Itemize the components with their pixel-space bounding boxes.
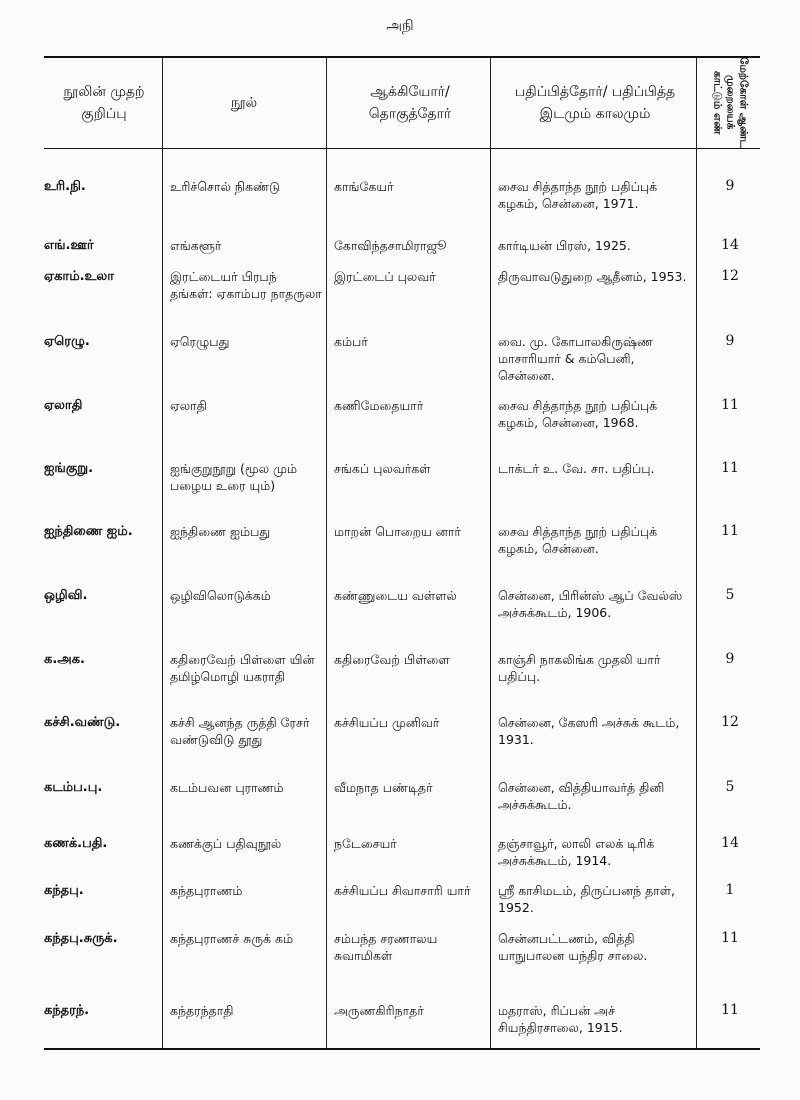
publisher-cell: தஞ்சாவூர், லாலி எலக் டிரிக் அச்சுக்கூடம், 1914. bbox=[498, 836, 655, 868]
book-cell: கதிரைவேற் பிள்ளை யின் தமிழ்மொழி யகராதி bbox=[170, 652, 315, 684]
book-cell: ஏரெழுபது bbox=[170, 334, 230, 349]
abbreviation-cell: கந்தபு.சுருக். bbox=[44, 931, 118, 946]
header-page: மேற்கோள் ஆண்ட முறையைக் காட்டும் எண் bbox=[711, 57, 750, 148]
author-cell: நடேசையர் bbox=[334, 836, 397, 851]
abbreviation-cell: ஏரெழு. bbox=[44, 334, 90, 349]
abbreviation-cell: ஏகாம்.உலா bbox=[44, 269, 115, 284]
author-cell: கச்சியப்ப முனிவர் bbox=[334, 715, 440, 730]
book-cell: எங்களூர் bbox=[170, 238, 222, 253]
page-number-cell: 9 bbox=[725, 651, 735, 667]
publisher-cell: சைவ சித்தாந்த நூற் பதிப்புக் கழகம், சென்னை. bbox=[498, 524, 658, 556]
page-number-cell: 12 bbox=[721, 268, 739, 284]
author-cell: வீமநாத பண்டிதர் bbox=[334, 780, 433, 795]
book-cell: ஏலாதி bbox=[170, 398, 207, 413]
abbreviation-cell: கடம்ப.பு. bbox=[44, 780, 103, 795]
header-rule bbox=[44, 148, 760, 149]
page-number-cell: 5 bbox=[725, 587, 735, 603]
page-number-cell: 14 bbox=[721, 237, 739, 253]
page-number-cell: 1 bbox=[725, 882, 735, 898]
book-cell: ஒழிவிலொடுக்கம் bbox=[170, 588, 271, 603]
page-number-cell: 9 bbox=[725, 178, 735, 194]
book-cell: கணக்குப் பதிவுநூல் bbox=[170, 836, 282, 851]
page-number-cell: 5 bbox=[725, 779, 735, 795]
publisher-cell: சென்னை, கேஸரி அச்சுக் கூடம், 1931. bbox=[498, 715, 680, 747]
page-number-cell: 11 bbox=[721, 397, 739, 413]
abbreviation-cell: கந்தரந். bbox=[44, 1003, 90, 1018]
abbreviation-cell: கச்சி.வண்டு. bbox=[44, 715, 121, 730]
book-cell: கந்தரந்தாதி bbox=[170, 1003, 234, 1018]
publisher-cell: காஞ்சி நாகலிங்க முதலி யார் பதிப்பு. bbox=[498, 652, 661, 684]
publisher-cell: வை. மு. கோபாலகிருஷ்ண மாசாரியார் & கம்பெனி, சென்னை. bbox=[498, 334, 653, 383]
publisher-cell: திருவாவடுதுறை ஆதீனம், 1953. bbox=[498, 269, 687, 284]
author-cell: கோவிந்தசாமிராஜூ bbox=[334, 238, 447, 253]
publisher-cell: கார்டியன் பிரஸ், 1925. bbox=[498, 238, 631, 253]
abbreviation-cell: க.அக. bbox=[44, 652, 85, 667]
abbreviation-cell: கந்தபு. bbox=[44, 883, 84, 898]
abbreviation-cell: ஐந்திணை ஐம். bbox=[44, 524, 133, 539]
page-number-cell: 11 bbox=[721, 1002, 739, 1018]
abbreviation-cell: உரி.நி. bbox=[44, 179, 86, 194]
publisher-cell: சென்னபட்டணம், வித்தி யாநுபாலன யந்திர சாலை. bbox=[498, 931, 648, 963]
page-number-cell: 14 bbox=[721, 835, 739, 851]
page-number-cell: 11 bbox=[721, 930, 739, 946]
author-cell: கம்பர் bbox=[334, 334, 368, 349]
page-title: அநி bbox=[386, 18, 414, 34]
abbreviation-cell: ஒழிவி. bbox=[44, 588, 88, 603]
column-divider bbox=[490, 57, 491, 1048]
column-divider bbox=[696, 57, 697, 1048]
header-publisher: பதிப்பித்தோர்/ பதிப்பித்த இடமும் காலமும் bbox=[514, 83, 676, 122]
author-cell: மாறன் பொறைய னார் bbox=[334, 524, 461, 539]
author-cell: சம்பந்த சரணாலய சுவாமிகள் bbox=[334, 931, 438, 963]
page-number-cell: 11 bbox=[721, 523, 739, 539]
header-abbreviation: நூலின் முதற் குறிப்பு bbox=[63, 83, 145, 122]
column-divider bbox=[326, 57, 327, 1048]
book-cell: கச்சி ஆனந்த ருத்தி ரேசர் வண்டுவிடு தூது bbox=[170, 715, 310, 747]
book-cell: ஐந்திணை ஐம்பது bbox=[170, 524, 271, 539]
book-cell: இரட்டையர் பிரபந் தங்கள்: ஏகாம்பர நாதருலா bbox=[170, 269, 322, 301]
table-bottom-rule bbox=[44, 1048, 760, 1050]
author-cell: கதிரைவேற் பிள்ளை bbox=[334, 652, 450, 667]
publisher-cell: சைவ சித்தாந்த நூற் பதிப்புக் கழகம், சென்னை, 1968. bbox=[498, 398, 658, 430]
abbreviation-cell: ஏலாதி bbox=[44, 398, 83, 413]
publisher-cell: மதராஸ், ரிப்பன் அச் சியந்திரசாலை, 1915. bbox=[498, 1003, 623, 1035]
author-cell: கச்சியப்ப சிவாசாரி யார் bbox=[334, 883, 471, 898]
book-cell: கந்தபுராணம் bbox=[170, 883, 243, 898]
header-book: நூல் bbox=[230, 94, 258, 111]
abbreviation-cell: ஐங்குறு. bbox=[44, 461, 94, 476]
publisher-cell: சென்னை, வித்தியாவர்த் தினி அச்சுக்கூடம். bbox=[498, 780, 665, 812]
author-cell: அருணகிரிநாதர் bbox=[334, 1003, 424, 1018]
publisher-cell: ஸ்ரீ காசிமடம், திருப்பனந் தாள், 1952. bbox=[498, 883, 676, 915]
page-number-cell: 9 bbox=[725, 333, 735, 349]
publisher-cell: டாக்டர் உ. வே. சா. பதிப்பு. bbox=[498, 461, 655, 476]
book-cell: கந்தபுராணச் சுருக் கம் bbox=[170, 931, 294, 946]
publisher-cell: சைவ சித்தாந்த நூற் பதிப்புக் கழகம், சென்னை, 1971. bbox=[498, 179, 658, 211]
abbreviation-cell: கணக்.பதி. bbox=[44, 836, 108, 851]
book-cell: கடம்பவன புராணம் bbox=[170, 780, 284, 795]
abbreviation-cell: எங்.ஊர் bbox=[44, 238, 94, 253]
header-author: ஆக்கியோர்/ தொகுத்தோர் bbox=[368, 83, 452, 122]
author-cell: காங்கேயர் bbox=[334, 179, 394, 194]
publisher-cell: சென்னை, பிரின்ஸ் ஆப் வேல்ஸ் அச்சுக்கூடம், 1906. bbox=[498, 588, 683, 620]
author-cell: இரட்டைப் புலவர் bbox=[334, 269, 436, 284]
book-cell: உரிச்சொல் நிகண்டு bbox=[170, 179, 281, 194]
page-number-cell: 12 bbox=[721, 714, 739, 730]
author-cell: கண்ணுடைய வள்ளல் bbox=[334, 588, 457, 603]
author-cell: கணிமேதையார் bbox=[334, 398, 424, 413]
author-cell: சங்கப் புலவர்கள் bbox=[334, 461, 431, 476]
book-cell: ஐங்குறுநூறு (மூல மும் பழைய உரை யும்) bbox=[170, 461, 298, 493]
page-number-cell: 11 bbox=[721, 460, 739, 476]
column-divider bbox=[162, 57, 163, 1048]
